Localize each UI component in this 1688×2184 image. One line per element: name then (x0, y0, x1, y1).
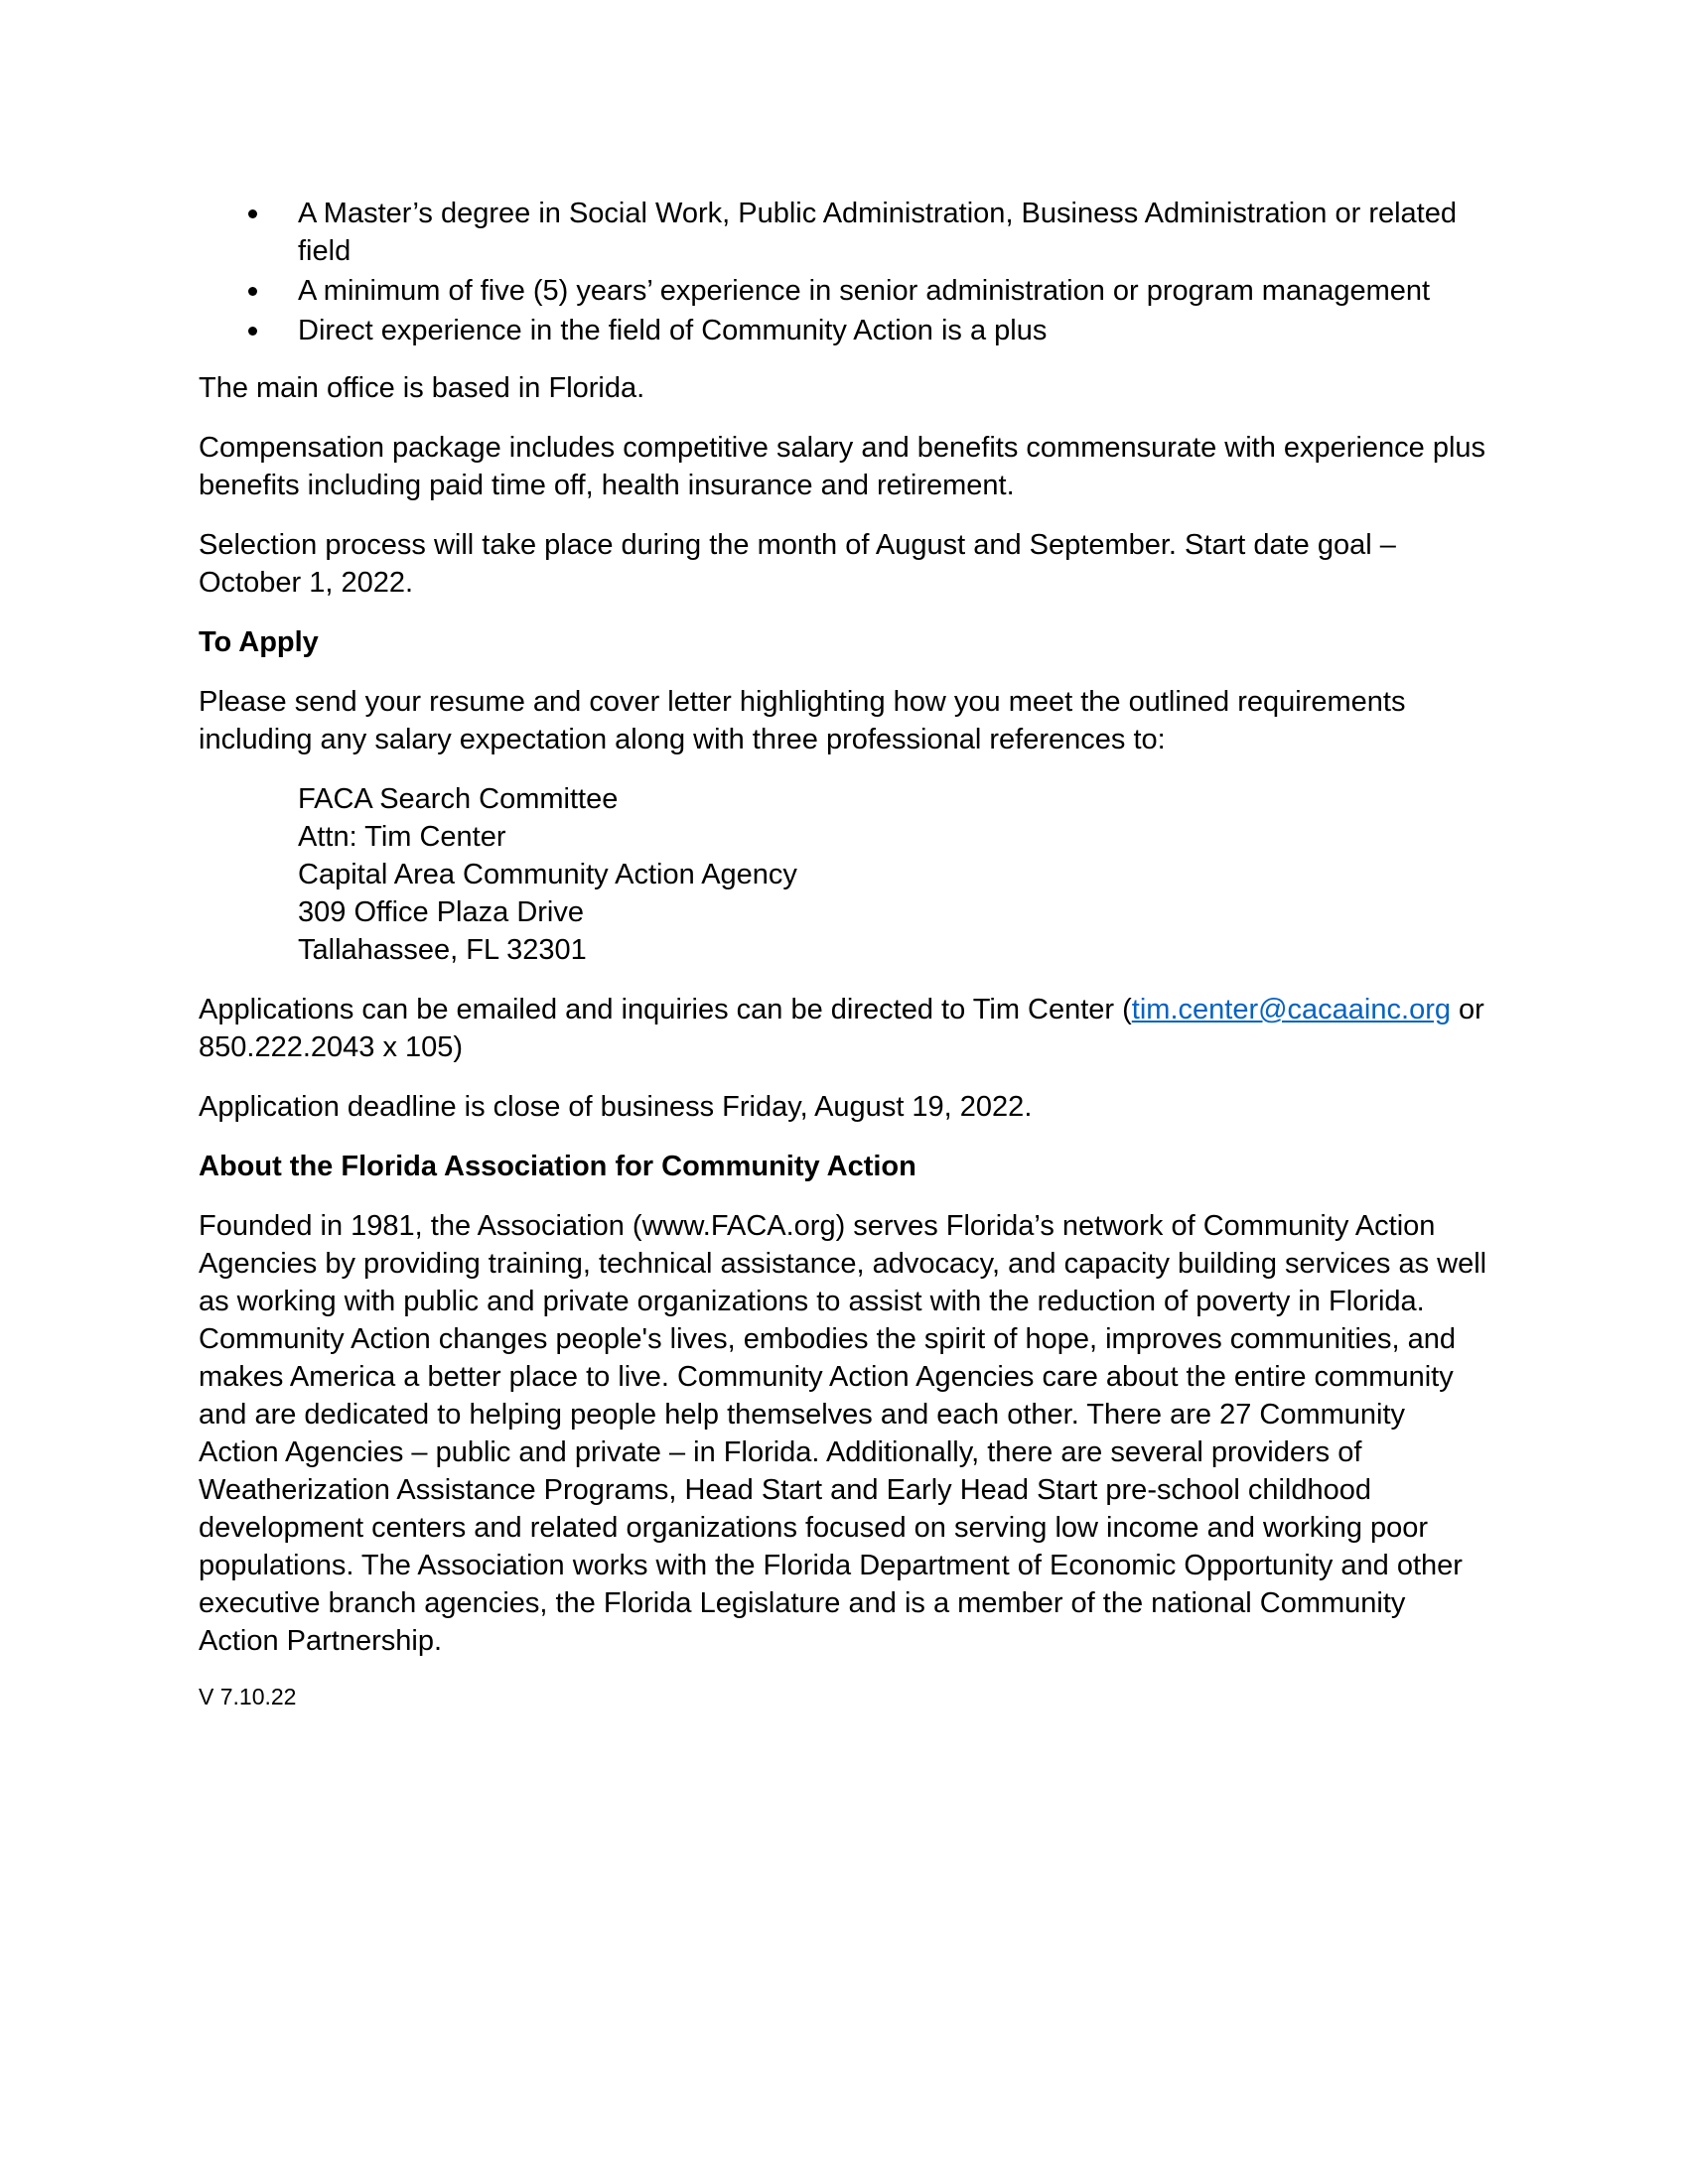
bullet-icon (248, 287, 257, 296)
address-line: Capital Area Community Action Agency (298, 859, 797, 890)
list-item (199, 312, 1489, 349)
requirement-text: Direct experience in the field of Community Action is a plus (298, 315, 1048, 346)
about-heading: About the Florida Association for Community Action (199, 1151, 916, 1182)
requirement-text: A minimum of five (5) years’ experience in senior administration or program management (298, 275, 1431, 307)
page-content (199, 195, 1489, 1711)
bullet-icon (248, 327, 257, 336)
address-line: FACA Search Committee (298, 783, 619, 815)
contact-paragraph (199, 991, 1489, 1066)
address-line: Tallahassee, FL 32301 (298, 934, 587, 966)
address-line: 309 Office Plaza Drive (298, 896, 584, 928)
version-label: V 7.10.22 (199, 1684, 297, 1709)
about-paragraph: Founded in 1981, the Association (www.FACA.org) serves Florida’s network of Community Action Agencies by providing training, technical assistance, advocacy, and capacity building services as well as working with public and private organizations to assist with the reduction of poverty in Florida. Community Action changes people's lives, embodies the spirit of hope, improves communities, and makes America a better place to live. Community Action Agencies care about the entire community and are dedicated to helping people help themselves and each other. There are 27 Community Action Agencies – public and private – in Florida. Additionally, there are several providers of Weatherization Assistance Programs, Head Start and Early Head Start pre-school childhood development centers and related organizations focused on serving low income and working poor populations. The Association works with the Florida Department of Economic Opportunity and other executive branch agencies, the Florida Legislature and is a member of the national Community Action Partnership. (199, 1210, 1487, 1657)
email-link[interactable]: tim.center@cacaainc.org (1131, 994, 1451, 1025)
requirements-list (199, 195, 1489, 349)
address-line: Attn: Tim Center (298, 821, 506, 853)
contact-suffix: or 850.222.2043 x 105) (199, 994, 1484, 1063)
bullet-icon (248, 209, 257, 218)
compensation-paragraph: Compensation package includes competitive salary and benefits commensurate with experience plus benefits including paid time off, health insurance and retirement. (199, 432, 1486, 501)
list-item (199, 272, 1489, 310)
apply-heading: To Apply (199, 626, 319, 658)
list-item (199, 195, 1489, 270)
requirement-text: A Master’s degree in Social Work, Public Administration, Business Administration or related field (298, 198, 1457, 267)
apply-instructions: Please send your resume and cover letter highlighting how you meet the outlined requirements including any salary expectation along with three professional references to: (199, 686, 1406, 755)
office-paragraph: The main office is based in Florida. (199, 372, 645, 404)
selection-paragraph: Selection process will take place during the month of August and September. Start date goal – October 1, 2022. (199, 529, 1396, 599)
deadline-paragraph: Application deadline is close of business Friday, August 19, 2022. (199, 1091, 1033, 1123)
mailing-address (298, 780, 1489, 969)
contact-prefix: Applications can be emailed and inquiries can be directed to Tim Center ( (199, 994, 1132, 1025)
